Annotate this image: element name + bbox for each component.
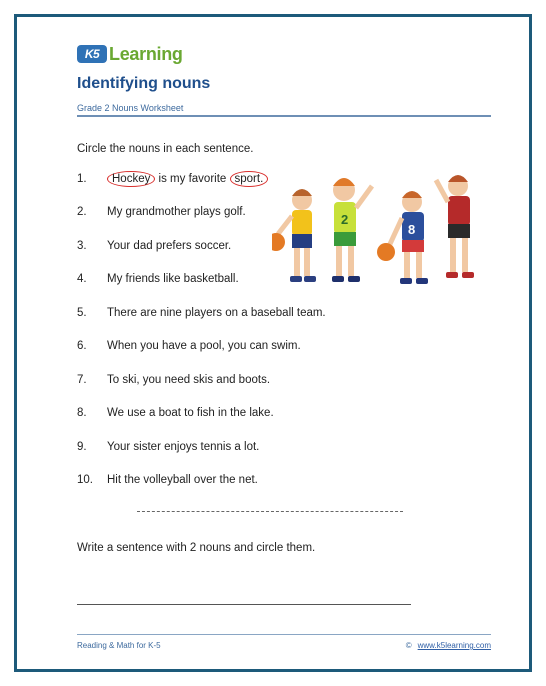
instructions: Circle the nouns in each sentence. — [77, 143, 254, 155]
footer — [77, 634, 491, 650]
logo-word: Learning — [109, 43, 183, 64]
worksheet-title: Identifying nouns — [77, 75, 211, 92]
question-number: 4. — [77, 273, 87, 286]
k5-learning-logo — [77, 39, 491, 69]
circled-noun: sport. — [230, 171, 269, 187]
question-number: 10. — [77, 474, 93, 487]
question-text: When you have a pool, you can swim. — [107, 340, 301, 353]
logo-badge: K5 — [77, 45, 107, 63]
kid-yellow-icon — [272, 189, 316, 282]
question-text: My friends like basketball. — [107, 273, 239, 286]
write-prompt: Write a sentence with 2 nouns and circle them. — [77, 542, 316, 554]
footer-right — [406, 641, 491, 650]
question-number: 2. — [77, 206, 87, 219]
question-row — [77, 464, 491, 498]
question-number: 7. — [77, 373, 87, 386]
kid-red-icon — [436, 175, 474, 278]
circled-noun: Hockey — [107, 171, 155, 187]
question-number: 3. — [77, 239, 87, 252]
question-text: To ski, you need skis and boots. — [107, 373, 271, 386]
worksheet-subtitle: Grade 2 Nouns Worksheet — [77, 103, 184, 113]
question-number: 1. — [77, 172, 87, 185]
question-row — [77, 363, 491, 397]
question-text: My grandmother plays golf. — [107, 206, 246, 219]
question-text: We use a boat to fish in the lake. — [107, 407, 274, 420]
worksheet-content — [77, 39, 491, 605]
question-number: 6. — [77, 340, 87, 353]
title-rule — [77, 115, 491, 117]
question-number: 9. — [77, 440, 87, 453]
question-number: 8. — [77, 407, 87, 420]
question-text: Your sister enjoys tennis a lot. — [107, 440, 260, 453]
worksheet-frame — [14, 14, 532, 672]
example-middle: is my favorite — [155, 172, 230, 185]
question-text: Hit the volleyball over the net. — [107, 474, 258, 487]
kid-green-icon — [332, 178, 372, 282]
svg-text:8: 8 — [408, 222, 416, 237]
copyright-icon: © — [405, 641, 412, 650]
footer-url-link[interactable]: www.k5learning.com — [417, 641, 491, 650]
svg-text:2: 2 — [341, 212, 349, 227]
question-number: 5. — [77, 306, 87, 319]
question-row — [77, 430, 491, 464]
question-text: There are nine players on a baseball team. — [107, 306, 326, 319]
kid-blue-icon — [377, 191, 428, 284]
basketball-kids-illustration — [272, 172, 482, 302]
question-row — [77, 330, 491, 364]
section-divider — [137, 511, 403, 512]
question-row — [77, 397, 491, 431]
answer-line — [77, 604, 411, 605]
footer-left: Reading & Math for K-5 — [77, 641, 161, 650]
question-text: Your dad prefers soccer. — [107, 239, 232, 252]
